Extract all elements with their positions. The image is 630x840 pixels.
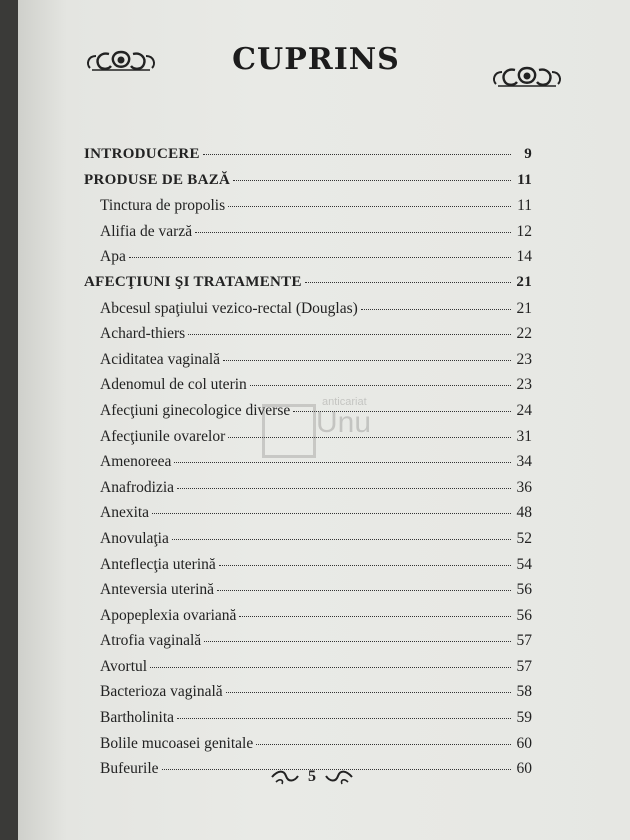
toc-entry-page: 59	[516, 709, 532, 727]
toc-entry-page: 60	[516, 734, 532, 752]
toc-entry	[84, 172, 532, 198]
toc-entry	[84, 479, 532, 505]
toc-entry	[84, 325, 532, 351]
toc-entry-label: Apopeplexia ovariană	[100, 606, 237, 624]
toc-entry	[84, 683, 532, 709]
toc-entry-label: Anafrodizia	[100, 478, 175, 496]
toc-entry	[84, 300, 532, 326]
toc-entry	[84, 274, 532, 300]
dot-leader	[239, 616, 511, 617]
dot-leader	[204, 641, 511, 642]
toc-entry-label: Anteflecţia uterină	[100, 555, 216, 573]
toc-entry-label: Bacterioza vaginală	[100, 683, 223, 701]
dot-leader	[250, 385, 511, 386]
toc-entry-label: Alifia de varză	[100, 222, 193, 240]
toc-entry-label: Aciditatea vaginală	[100, 350, 221, 368]
toc-entry	[84, 658, 532, 684]
footer-flourish-left-icon	[270, 768, 300, 786]
toc-entry	[84, 428, 532, 454]
toc-entry-page: 23	[516, 376, 532, 394]
toc-entry-page: 31	[516, 427, 532, 445]
toc-entry	[84, 223, 532, 249]
toc-entry	[84, 581, 532, 607]
dot-leader	[150, 667, 511, 668]
toc-entry-label: Adenomul de col uterin	[100, 376, 247, 394]
dot-leader	[256, 744, 511, 745]
dot-leader	[305, 282, 511, 283]
ornament-right-icon	[490, 64, 564, 90]
toc-entry	[84, 709, 532, 735]
dot-leader	[226, 692, 511, 693]
dot-leader	[188, 334, 511, 335]
toc-entry-page: 21	[516, 299, 532, 317]
dot-leader	[174, 462, 511, 463]
toc-entry	[84, 607, 532, 633]
toc-entry-page: 11	[517, 197, 532, 215]
toc-entry-label: Tinctura de propolis	[100, 197, 226, 215]
toc-entry-label: Bolile mucoasei genitale	[100, 734, 254, 752]
toc-entry-page: 58	[516, 683, 532, 701]
toc-entry	[84, 351, 532, 377]
toc-entry-label: Anexita	[100, 504, 150, 522]
toc-entry-label: Afecţiunile ovarelor	[100, 427, 226, 445]
watermark-line-2: Unu	[316, 406, 372, 439]
dot-leader	[228, 206, 511, 207]
dot-leader	[228, 437, 511, 438]
toc-entry-label: INTRODUCERE	[84, 146, 200, 162]
dot-leader	[177, 488, 511, 489]
toc-entry-page: 14	[516, 248, 532, 266]
dot-leader	[172, 539, 511, 540]
dot-leader	[293, 411, 511, 412]
toc-entry	[84, 453, 532, 479]
dot-leader	[195, 232, 511, 233]
toc-entry-page: 36	[516, 478, 532, 496]
toc-entry-page: 57	[516, 657, 532, 675]
toc-entry-page: 9	[524, 146, 532, 162]
toc-entry-page: 56	[516, 606, 532, 624]
dot-leader	[217, 590, 511, 591]
toc-entry	[84, 146, 532, 172]
toc-entry-page: 56	[516, 581, 532, 599]
toc-entry-label: Bufeurile	[100, 760, 159, 778]
table-of-contents	[84, 146, 532, 786]
dot-leader	[203, 154, 511, 155]
toc-entry	[84, 197, 532, 223]
toc-entry-label: Abcesul spaţiului vezico-rectal (Douglas)	[100, 299, 358, 317]
dot-leader	[361, 309, 511, 310]
toc-entry-label: Avortul	[100, 657, 148, 675]
toc-entry-page: 24	[516, 401, 532, 419]
watermark-line-1: anticariat	[322, 396, 367, 408]
toc-entry-page: 52	[516, 529, 532, 547]
dot-leader	[219, 565, 511, 566]
toc-entry	[84, 735, 532, 761]
toc-entry	[84, 504, 532, 530]
toc-entry	[84, 376, 532, 402]
toc-entry	[84, 632, 532, 658]
dot-leader	[177, 718, 511, 719]
dot-leader	[129, 257, 511, 258]
toc-entry-page: 22	[516, 325, 532, 343]
page-footer	[18, 762, 618, 792]
toc-entry-label: Amenoreea	[100, 453, 172, 471]
dot-leader	[233, 180, 511, 181]
book-page	[18, 0, 630, 840]
toc-entry-page: 11	[517, 171, 532, 188]
toc-entry-page: 12	[516, 222, 532, 240]
toc-entry-label: Apa	[100, 248, 126, 266]
toc-entry-label: Achard-thiers	[100, 325, 186, 343]
toc-entry-label: Afecţiuni ginecologice diverse	[100, 401, 291, 419]
dot-leader	[223, 360, 511, 361]
toc-entry-page: 48	[516, 504, 532, 522]
page-number: 5	[308, 768, 316, 785]
toc-entry	[84, 248, 532, 274]
page-title: CUPRINS	[232, 42, 400, 77]
toc-entry-label: Anovulaţia	[100, 529, 169, 547]
toc-entry-label: Anteversia uterină	[100, 581, 215, 599]
toc-entry	[84, 556, 532, 582]
toc-entry-label: Atrofia vaginală	[100, 632, 202, 650]
dot-leader	[152, 513, 511, 514]
toc-entry-label: PRODUSE DE BAZĂ	[84, 171, 231, 188]
toc-entry-page: 54	[516, 555, 532, 573]
toc-entry-page: 23	[516, 350, 532, 368]
footer-flourish-right-icon	[324, 768, 354, 786]
toc-entry-label: AFECŢIUNI ŞI TRATAMENTE	[84, 273, 302, 290]
toc-entry	[84, 402, 532, 428]
toc-entry	[84, 530, 532, 556]
toc-entry-page: 21	[516, 273, 532, 290]
toc-entry-page: 57	[516, 632, 532, 650]
toc-entry-page: 60	[516, 760, 532, 778]
toc-entry-label: Bartholinita	[100, 709, 175, 727]
toc-entry-page: 34	[516, 453, 532, 471]
